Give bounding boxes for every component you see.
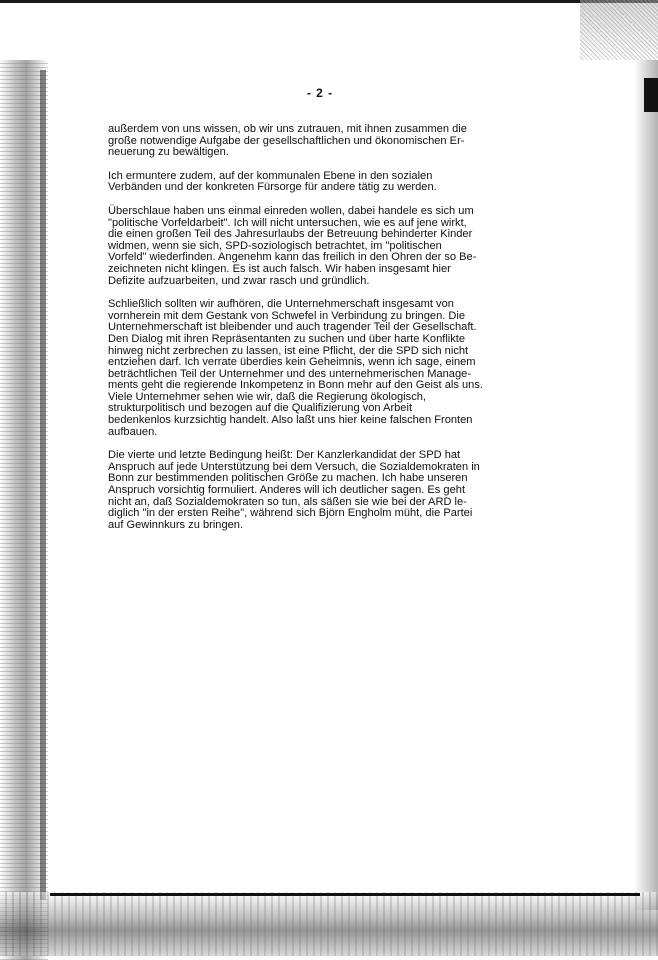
text-line: große notwendige Aufgabe der gesellschaftlichen und ökonomischen Er- xyxy=(108,134,465,147)
text-line: ments geht die regierende Inkompetenz in Bonn mehr auf den Geist als uns. xyxy=(108,379,483,392)
text-line: Ich ermuntere zudem, auf der kommunalen Ebene in den sozialen xyxy=(108,169,433,182)
paragraph-5 xyxy=(108,450,520,531)
text-line: hinweg nicht zerbrechen zu lassen, ist eine Pflicht, der die SPD sich nicht xyxy=(108,344,469,357)
text-line: Vorfeld" wiederfinden. Angenehm kann das freilich in den Ohren der so Be- xyxy=(108,251,477,264)
page-number: - 2 - xyxy=(306,86,334,100)
text-line: Anspruch auf jede Unterstützung bei dem Versuch, die Sozialdemokraten in xyxy=(108,460,480,473)
text-line: Verbänden und der konkreten Fürsorge für andere tätig zu werden. xyxy=(108,181,437,194)
text-line: Anspruch vorsichtig formuliert. Anderes will ich deutlicher sagen. Es geht xyxy=(108,484,466,497)
text-line: nicht an, daß Sozialdemokraten so tun, als säßen sie wie bei der ARD le- xyxy=(108,495,467,508)
text-line: Bonn zur bestimmenden politischen Größe zu machen. Ich habe unseren xyxy=(108,472,468,485)
text-line: Schließlich sollten wir aufhören, die Unternehmerschaft insgesamt von xyxy=(108,298,454,311)
text-line: entziehen darf. Ich verrate überdies kein Geheimnis, wenn ich sage, einem xyxy=(108,356,476,369)
text-line: Den Dialog mit ihren Repräsentanten zu suchen und über harte Konflikte xyxy=(108,332,466,345)
text-line: auf Gewinnkurs zu bringen. xyxy=(108,518,244,531)
text-line: widmen, wenn sie sich, SPD-soziologisch betrachtet, im "politischen xyxy=(108,239,442,252)
text-line: vornherein mit dem Gestank von Schwefel in Verbindung zu bringen. Die xyxy=(108,309,466,322)
text-line: Unternehmerschaft ist bleibender und auch tragender Teil der Gesellschaft. xyxy=(108,321,477,334)
body-text xyxy=(108,124,520,543)
paragraph-3 xyxy=(108,206,520,287)
text-line: Defizite aufzuarbeiten, und zwar rasch und gründlich. xyxy=(108,274,370,287)
text-line: neuerung zu bewältigen. xyxy=(108,146,229,159)
paragraph-1 xyxy=(108,124,520,159)
paragraph-4 xyxy=(108,299,520,438)
text-line: die einen großen Teil des Jahresurlaubs der Betreuung behinderter Kinder xyxy=(108,228,473,241)
paragraph-2 xyxy=(108,171,520,194)
text-line: bedenkenlos kurzsichtig handelt. Also laßt uns hier keine falschen Fronten xyxy=(108,414,473,427)
text-line: Überschlaue haben uns einmal einreden wollen, dabei handele es sich um xyxy=(108,204,474,217)
text-line: außerdem von uns wissen, ob wir uns zutrauen, mit ihnen zusammen die xyxy=(108,123,467,135)
text-line: strukturpolitisch und bezogen auf die Qualifizierung von Arbeit xyxy=(108,402,413,415)
text-line: diglich "in der ersten Reihe", während sich Björn Engholm müht, die Partei xyxy=(108,507,473,520)
text-line: Viele Unternehmer sehen wie wir, daß die Regierung ökologisch, xyxy=(108,390,426,403)
text-line: Die vierte und letzte Bedingung heißt: Der Kanzlerkandidat der SPD hat xyxy=(108,449,461,462)
text-line: beträchtlichen Teil der Unternehmer und des unternehmerischen Manage- xyxy=(108,367,472,380)
text-line: zeichneten nicht klingen. Es ist auch falsch. Wir haben insgesamt hier xyxy=(108,262,451,275)
text-line: "politische Vorfeldarbeit". Ich will nicht untersuchen, wie es auf jene wirkt, xyxy=(108,216,467,229)
text-line: aufbauen. xyxy=(108,425,158,438)
